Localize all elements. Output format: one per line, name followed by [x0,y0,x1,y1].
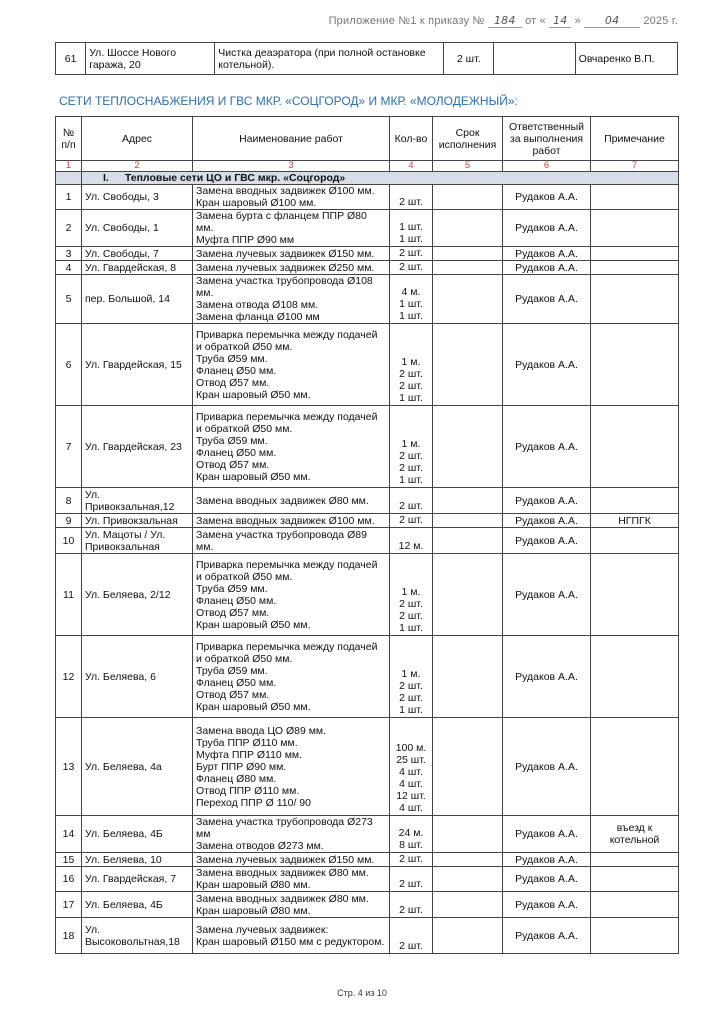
row-work-line: Фланец Ø50 мм. [196,446,277,459]
row-responsible: Рудаков А.А. [503,853,591,867]
row-qty-line: 2 шт. [399,610,423,622]
col-index: 3 [193,161,390,172]
row-responsible: Рудаков А.А. [503,918,591,954]
row-work [193,718,390,816]
row-note [591,853,679,867]
row-address: Ул. Беляева, 4Б [82,816,193,853]
table-row [56,43,678,75]
row-work-line: Замена бурта с фланцем ППР Ø80 мм. [196,210,367,234]
row-term [433,185,503,210]
row-responsible: Рудаков А.А. [503,636,591,718]
row-qty [390,816,433,853]
row-work-line: Приварка перемычка между подачей и обраткой Ø50 мм. [196,328,378,353]
row-qty [390,261,433,275]
row-qty [390,853,433,867]
row-number: 13 [56,718,82,816]
row-work-line: Замена вводных задвижек Ø80 мм. [196,494,369,507]
row-term [433,867,503,892]
order-year: 2025 г. [643,15,678,27]
table-row [56,185,679,210]
row-work-line: Замена лучевых задвижек Ø150 мм. [196,247,375,260]
row-work-line: Труба Ø59 мм. [196,434,268,447]
row-number: 17 [56,892,82,918]
order-day: 14 [549,14,571,28]
row-qty [390,718,433,816]
table-row [56,324,679,406]
row-work-line: Муфта ППР Ø110 мм. [196,748,303,761]
row-qty-line: 12 м. [398,540,424,552]
row-work-line: Переход ППР Ø 110/ 90 [196,796,311,809]
row-qty [390,185,433,210]
col-header-responsible: Ответственный за выполнения работ [503,117,591,161]
row-note: въезд к котельной [591,816,679,853]
row-work [193,488,390,514]
row-work [193,210,390,247]
row-work-line: Замена лучевых задвижек: [196,923,329,936]
row-term [433,528,503,554]
col-header-qty: Кол-во [390,117,433,161]
row-qty-line: 1 м. [401,668,421,680]
row-work-line: Замена участка трубопровода Ø273 мм [196,816,373,840]
row-work-line: Замена лучевых задвижек Ø250 мм. [196,261,375,274]
table-row [56,247,679,261]
row-qty [390,210,433,247]
row-work-line: Кран шаровый Ø80 мм. [196,904,311,917]
row-responsible: Рудаков А.А. [503,528,591,554]
row-note [591,867,679,892]
row-qty-line: 2 шт. [399,247,423,259]
row-work-line: Замена вводных задвижек Ø80 мм. [196,867,369,879]
row-address: Ул. Привокзальная,12 [82,488,193,514]
col-index: 4 [390,161,433,172]
row-qty-line: 4 м. [401,286,421,298]
row-term [433,210,503,247]
row-number: 12 [56,636,82,718]
row-work-line: Отвод ППР Ø110 мм. [196,784,300,797]
row-qty-line: 4 шт. [399,778,423,790]
table-row [56,261,679,275]
row-note [591,918,679,954]
row-qty-line: 100 м. [395,742,427,754]
row-address: Ул. Гвардейская, 15 [82,324,193,406]
row-work-line: Приварка перемычка между подачей и обраткой Ø50 мм. [196,410,378,435]
row-work-line: Приварка перемычка между подачей и обраткой Ø50 мм. [196,558,378,583]
row-qty-line: 2 шт. [399,680,423,692]
table-row [56,867,679,892]
row-work-line: Кран шаровый Ø80 мм. [196,879,311,891]
row-term [433,406,503,488]
row-work-line: Отвод Ø57 мм. [196,376,270,389]
row-work: Чистка деаэратора (при полной остановке котельной). [215,43,444,75]
row-number: 2 [56,210,82,247]
row-number: 14 [56,816,82,853]
table-row [56,718,679,816]
row-work-line: Труба Ø59 мм. [196,664,268,677]
row-term [494,43,575,75]
row-work [193,636,390,718]
row-address: Ул. Привокзальная [82,514,193,528]
row-qty [390,918,433,954]
row-address: Ул. Беляева, 4Б [82,892,193,918]
page-footer: Стр. 4 из 10 [337,988,387,998]
row-number: 1 [56,185,82,210]
row-responsible: Рудаков А.А. [503,867,591,892]
order-number: 184 [488,14,522,28]
order-from: от « [525,15,546,27]
row-address: Ул. Свободы, 7 [82,247,193,261]
table-row [56,210,679,247]
row-responsible: Рудаков А.А. [503,210,591,247]
row-address: Ул. Беляева, 10 [82,853,193,867]
row-work [193,867,390,892]
row-work-line: Фланец Ø50 мм. [196,676,277,689]
row-note: НГПГК [591,514,679,528]
col-header-work: Наименование работ [193,117,390,161]
row-qty-line: 2 шт. [399,853,423,865]
col-header-address: Адрес [82,117,193,161]
row-address: Ул. Свободы, 3 [82,185,193,210]
table-row [56,275,679,324]
row-work-line: Замена участка трубопровода Ø108 мм. [196,275,373,299]
table-row [56,816,679,853]
row-term [433,918,503,954]
section-title: СЕТИ ТЕПЛОСНАБЖЕНИЯ И ГВС МКР. «СОЦГОРОД» И МКР. «МОЛОДЕЖНЫЙ»: [59,94,518,108]
row-note [591,210,679,247]
row-responsible: Рудаков А.А. [503,718,591,816]
col-index: 7 [591,161,679,172]
row-qty-line: 4 шт. [399,802,423,814]
row-number: 6 [56,324,82,406]
row-work [193,275,390,324]
row-responsible: Рудаков А.А. [503,247,591,261]
row-number: 4 [56,261,82,275]
row-note [591,275,679,324]
row-note [591,718,679,816]
row-work-line: Замена ввода ЦО Ø89 мм. [196,724,327,737]
row-work-line: Кран шаровый Ø50 мм. [196,700,311,713]
row-qty [390,554,433,636]
table-row [56,892,679,918]
row-qty [390,324,433,406]
row-work-line: Замена отводов Ø273 мм. [196,840,324,852]
row-qty-line: 2 шт. [399,380,423,392]
row-work [193,247,390,261]
order-prefix: Приложение №1 к приказу № [328,15,485,27]
row-number: 11 [56,554,82,636]
row-qty-line: 2 шт. [399,450,423,462]
row-address: Ул. Беляева, 4а [82,718,193,816]
row-term [433,718,503,816]
row-address: Ул. Беляева, 2/12 [82,554,193,636]
row-qty-line: 2 шт. [399,500,423,512]
row-responsible: Рудаков А.А. [503,554,591,636]
row-work-line: Труба Ø59 мм. [196,582,268,595]
row-work-line: Отвод Ø57 мм. [196,606,270,619]
row-responsible: Рудаков А.А. [503,892,591,918]
row-responsible: Рудаков А.А. [503,488,591,514]
row-qty-line: 8 шт. [399,839,423,851]
row-work-line: Муфта ППР Ø90 мм [196,234,295,246]
row-note [591,528,679,554]
table-row [56,918,679,954]
row-responsible: Рудаков А.А. [503,185,591,210]
row-work-line: Фланец Ø80 мм. [196,772,277,785]
row-work-line: Замена вводных задвижек Ø100 мм. [196,185,375,197]
table-row [56,853,679,867]
row-work-line: Замена участка трубопровода Ø89 мм. [196,528,367,553]
table-header-row [56,117,679,161]
row-term [433,261,503,275]
row-work-line: Бурт ППР Ø90 мм. [196,760,287,773]
row-qty-line: 1 шт. [399,298,423,310]
row-address: Ул. Свободы, 1 [82,210,193,247]
row-note [591,488,679,514]
row-work [193,853,390,867]
column-index-row [56,161,679,172]
table-row [56,514,679,528]
row-number: 15 [56,853,82,867]
row-responsible: Рудаков А.А. [503,514,591,528]
section-text: Тепловые сети ЦО и ГВС мкр. «Соцгород» [124,172,346,184]
row-qty-line: 12 шт. [396,790,426,802]
row-work-line: Фланец Ø50 мм. [196,364,277,377]
table-row [56,528,679,554]
row-number: 18 [56,918,82,954]
row-qty [390,406,433,488]
row-responsible: Рудаков А.А. [503,816,591,853]
row-qty-line: 1 шт. [399,233,423,245]
row-work-line: Замена отвода Ø108 мм. [196,299,319,311]
row-address: Ул. Мацоты / Ул. Привокзальная [82,528,193,554]
row-work [193,514,390,528]
previous-section-table [55,42,678,75]
row-address: Ул. Шоссе Нового гаража, 20 [86,43,215,75]
row-number: 9 [56,514,82,528]
table-row [56,406,679,488]
row-qty [390,514,433,528]
row-work-line: Труба ППР Ø110 мм. [196,736,298,749]
row-number: 5 [56,275,82,324]
row-work [193,918,390,954]
row-qty-line: 2 шт. [399,368,423,380]
row-term [433,324,503,406]
row-qty-line: 24 м. [398,827,424,839]
row-work-line: Приварка перемычка между подачей и обраткой Ø50 мм. [196,640,378,665]
col-index: 6 [503,161,591,172]
row-qty [390,636,433,718]
row-work [193,406,390,488]
row-qty-line: 2 шт. [399,514,423,526]
row-work [193,324,390,406]
works-table [55,116,679,954]
row-note [591,406,679,488]
row-term [433,488,503,514]
row-qty-line: 1 м. [401,586,421,598]
row-term [433,853,503,867]
row-responsible: Рудаков А.А. [503,406,591,488]
row-note [591,261,679,275]
row-qty-line: 2 шт. [399,904,423,916]
row-qty [390,247,433,261]
table-row [56,554,679,636]
row-work-line: Кран шаровый Ø50 мм. [196,388,311,401]
row-note [591,324,679,406]
row-qty: 2 шт. [444,43,494,75]
col-index: 2 [82,161,193,172]
row-term [433,554,503,636]
row-term [433,892,503,918]
order-header [329,14,678,28]
row-work-line: Кран шаровый Ø50 мм. [196,470,311,483]
row-qty-line: 2 шт. [399,261,423,273]
row-qty-line: 1 шт. [399,622,423,634]
col-index: 5 [433,161,503,172]
col-index: 1 [56,161,82,172]
row-note [591,185,679,210]
table-row [56,636,679,718]
section-roman: I. [103,172,109,184]
row-work [193,185,390,210]
row-work-line: Замена фланца Ø100 мм [196,311,320,323]
row-note [591,636,679,718]
row-qty-line: 1 шт. [399,704,423,716]
row-term [433,514,503,528]
row-address: Ул. Гвардейская, 8 [82,261,193,275]
row-note [591,247,679,261]
row-term [433,247,503,261]
row-responsible: Рудаков А.А. [503,261,591,275]
row-qty-line: 1 шт. [399,474,423,486]
row-note [591,554,679,636]
row-work [193,892,390,918]
row-work-line: Кран шаровый Ø100 мм. [196,197,317,209]
row-address: Ул. Высоковольтная,18 [82,918,193,954]
col-header-n: № п/п [56,117,82,161]
row-work [193,554,390,636]
row-responsible: Рудаков А.А. [503,324,591,406]
section-header-row [56,172,679,185]
row-qty-line: 2 шт. [399,692,423,704]
row-qty-line: 2 шт. [399,196,423,208]
row-qty-line: 2 шт. [399,462,423,474]
row-number: 61 [56,43,86,75]
row-work [193,261,390,275]
table-row [56,488,679,514]
row-number: 7 [56,406,82,488]
row-work-line: Замена лучевых задвижек Ø150 мм. [196,853,375,866]
row-address: Ул. Гвардейская, 7 [82,867,193,892]
row-qty [390,528,433,554]
row-number: 8 [56,488,82,514]
row-responsible: Овчаренко В.П. [575,43,677,75]
row-number: 3 [56,247,82,261]
row-qty-line: 4 шт. [399,766,423,778]
row-work [193,528,390,554]
row-work-line: Отвод Ø57 мм. [196,458,270,471]
row-address: Ул. Гвардейская, 23 [82,406,193,488]
row-qty-line: 1 шт. [399,221,423,233]
row-qty [390,892,433,918]
row-address: Ул. Беляева, 6 [82,636,193,718]
row-qty [390,867,433,892]
row-qty-line: 2 шт. [399,598,423,610]
row-number: 10 [56,528,82,554]
row-qty-line: 1 шт. [399,392,423,404]
order-mid: » [574,15,581,27]
row-work-line: Замена вводных задвижек Ø100 мм. [196,514,375,527]
row-responsible: Рудаков А.А. [503,275,591,324]
row-qty-line: 1 м. [401,356,421,368]
row-work-line: Кран шаровый Ø150 мм с редуктором. [196,935,385,948]
row-qty-line: 1 шт. [399,310,423,322]
row-term [433,636,503,718]
row-work-line: Отвод Ø57 мм. [196,688,270,701]
row-qty [390,488,433,514]
row-qty-line: 25 шт. [396,754,426,766]
row-term [433,816,503,853]
row-address: пер. Большой, 14 [82,275,193,324]
row-work [193,816,390,853]
row-qty-line: 1 м. [401,438,421,450]
row-qty [390,275,433,324]
row-qty-line: 2 шт. [399,940,423,952]
col-header-term: Срок исполнения [433,117,503,161]
row-qty-line: 2 шт. [399,878,423,890]
row-term [433,275,503,324]
row-work-line: Фланец Ø50 мм. [196,594,277,607]
row-number: 16 [56,867,82,892]
col-header-note: Примечание [591,117,679,161]
order-month: 04 [584,14,640,28]
row-work-line: Замена вводных задвижек Ø80 мм. [196,892,369,905]
row-work-line: Кран шаровый Ø50 мм. [196,618,311,631]
row-note [591,892,679,918]
row-work-line: Труба Ø59 мм. [196,352,268,365]
